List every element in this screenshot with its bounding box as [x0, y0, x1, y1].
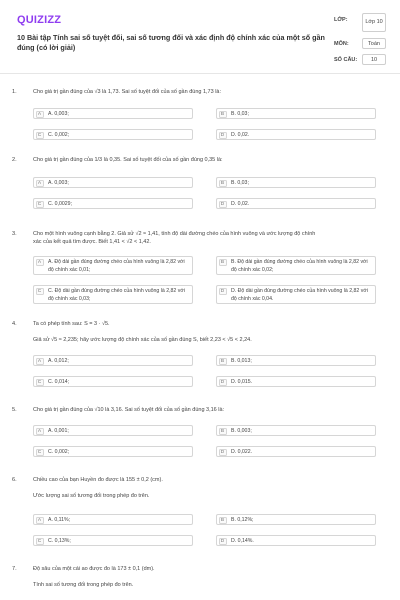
option-text: D. Độ dài gần đúng đường chéo của hình vuông là 2,82 với độ chính xác 0,04.: [231, 288, 368, 302]
option-letter: A: [36, 358, 44, 365]
option-letter: B: [219, 428, 227, 435]
answer-option-b[interactable]: [216, 177, 376, 188]
answer-option-c[interactable]: [33, 535, 193, 546]
answer-option-c[interactable]: [33, 376, 193, 387]
option-letter: D: [219, 538, 227, 545]
option-text: D. 0,015.: [231, 379, 253, 386]
worksheet-title: 10 Bài tập Tính sai số tuyệt đối, sai số tương đối và xác định độ chính xác của một số gần đúng (có lời giải): [17, 33, 325, 52]
option-text: C. 0,002;: [48, 449, 70, 456]
answer-option-a[interactable]: [33, 177, 193, 188]
option-letter: D: [219, 132, 227, 139]
option-text: B. 0,12%;: [231, 517, 254, 524]
option-letter: B: [219, 517, 227, 524]
question-text-line-1: Cho một hình vuông cạnh bằng 2. Giả sử √2 ≈ 1,41, tính độ dài đường chéo của hình vuông và ước lượng độ chính: [33, 231, 316, 237]
question-text-line-2: Giả sử √5 ≈ 2,235; hãy ước lượng độ chính xác của số gần đúng S, biết 2,23 < √5 < 2,24.: [33, 337, 252, 343]
answer-option-d[interactable]: [216, 198, 376, 209]
question-text-line-2: Tính sai số tương đối trong phép đo trên.: [33, 582, 134, 588]
question-text-line-2: Ước lượng sai số tương đối trong phép đo trên.: [33, 493, 150, 499]
option-text: C. Độ dài gần đúng đường chéo của hình vuông là 2,82 với độ chính xác 0,03;: [48, 288, 185, 302]
question-text-line-1: Chiều cao của bạn Huyền đo được là 155 ± 0,2 (cm).: [33, 477, 163, 483]
answer-option-b[interactable]: [216, 425, 376, 436]
question-text-line-1: Độ sâu của một cái ao được đo là 173 ± 0,1 (dm).: [33, 566, 155, 572]
option-text: D. 0,022.: [231, 449, 253, 456]
answer-option-a[interactable]: [33, 425, 193, 436]
option-text: D. 0,02.: [231, 201, 250, 208]
option-text: B. 0,003;: [231, 428, 252, 435]
option-letter: D: [219, 288, 227, 295]
option-letter: C: [36, 449, 44, 456]
answer-option-c[interactable]: [33, 198, 193, 209]
answer-option-b[interactable]: [216, 355, 376, 366]
option-text: D. 0,02.: [231, 132, 250, 139]
option-text: A. 0,001;: [48, 428, 69, 435]
question-number: 1.: [12, 89, 17, 95]
option-letter: B: [219, 180, 227, 187]
option-text: D. 0,14%.: [231, 538, 254, 545]
question-count-field: 10: [362, 54, 386, 65]
option-text: C. 0,13%;: [48, 538, 71, 545]
question-number: 3.: [12, 231, 17, 237]
option-text: C. 0,014;: [48, 379, 70, 386]
option-letter: C: [36, 132, 44, 139]
option-letter: B: [219, 358, 227, 365]
answer-option-d[interactable]: [216, 376, 376, 387]
class-label: LỚP:: [334, 17, 348, 23]
question-number: 2.: [12, 157, 17, 163]
option-letter: B: [219, 259, 227, 266]
answer-option-c[interactable]: [33, 129, 193, 140]
class-field: Lớp 10: [362, 13, 386, 32]
option-letter: A: [36, 111, 44, 118]
option-letter: D: [219, 449, 227, 456]
option-letter: C: [36, 379, 44, 386]
answer-option-b[interactable]: [216, 256, 376, 275]
option-text: A. Độ dài gần đúng đường chéo của hình vuông là 2,82 với độ chính xác 0,01;: [48, 259, 185, 273]
option-letter: C: [36, 288, 44, 295]
subject-label: MÔN:: [334, 41, 349, 47]
option-text: A. 0,003;: [48, 111, 69, 118]
answer-option-a[interactable]: [33, 514, 193, 525]
option-letter: C: [36, 538, 44, 545]
answer-option-a[interactable]: [33, 256, 193, 275]
question-number: 6.: [12, 477, 17, 483]
answer-option-d[interactable]: [216, 285, 376, 304]
question-text: Cho giá trị gần đúng của √10 là 3,16. Sai số tuyệt đối của số gần đúng 3,16 là:: [33, 407, 225, 413]
option-letter: D: [219, 201, 227, 208]
question-number: 4.: [12, 321, 17, 327]
option-letter: A: [36, 259, 44, 266]
subject-field: Toán: [362, 38, 386, 49]
question-text-line-1: Ta có phép tính sau: S = 3 · √5.: [33, 321, 110, 327]
answer-option-a[interactable]: [33, 108, 193, 119]
option-text: A. 0,003;: [48, 180, 69, 187]
option-letter: A: [36, 517, 44, 524]
option-text: B. 0,03;: [231, 180, 249, 187]
option-letter: B: [219, 111, 227, 118]
option-letter: C: [36, 201, 44, 208]
option-letter: D: [219, 379, 227, 386]
answer-option-d[interactable]: [216, 129, 376, 140]
answer-option-d[interactable]: [216, 535, 376, 546]
answer-option-c[interactable]: [33, 285, 193, 304]
answer-option-b[interactable]: [216, 108, 376, 119]
answer-option-a[interactable]: [33, 355, 193, 366]
option-text: A. 0,11%;: [48, 517, 71, 524]
option-letter: A: [36, 428, 44, 435]
answer-option-d[interactable]: [216, 446, 376, 457]
question-number: 7.: [12, 566, 17, 572]
question-text: Cho giá trị gần đúng của √3 là 1,73. Sai số tuyệt đối của số gần đúng 1,73 là:: [33, 89, 222, 95]
question-text-line-2: xác của kết quả tìm được. Biết 1,41 < √2 < 1,42.: [33, 239, 151, 245]
option-text: C. 0,0029;: [48, 201, 72, 208]
option-text: B. Độ dài gần đúng đường chéo của hình vuông là 2,82 với độ chính xác 0,02;: [231, 259, 368, 273]
option-letter: A: [36, 180, 44, 187]
option-text: C. 0,002;: [48, 132, 70, 139]
question-count-label: SỐ CÂU:: [334, 57, 358, 63]
option-text: B. 0,013;: [231, 358, 252, 365]
quizizz-logo: QUIZIZZ: [17, 14, 62, 26]
answer-option-c[interactable]: [33, 446, 193, 457]
answer-option-b[interactable]: [216, 514, 376, 525]
option-text: B. 0,03;: [231, 111, 249, 118]
option-text: A. 0,012;: [48, 358, 69, 365]
question-number: 5.: [12, 407, 17, 413]
question-text: Cho giá trị gần đúng của 1/3 là 0,35. Sai số tuyệt đối của số gần đúng 0,35 là:: [33, 157, 223, 163]
header-divider: [0, 73, 400, 74]
